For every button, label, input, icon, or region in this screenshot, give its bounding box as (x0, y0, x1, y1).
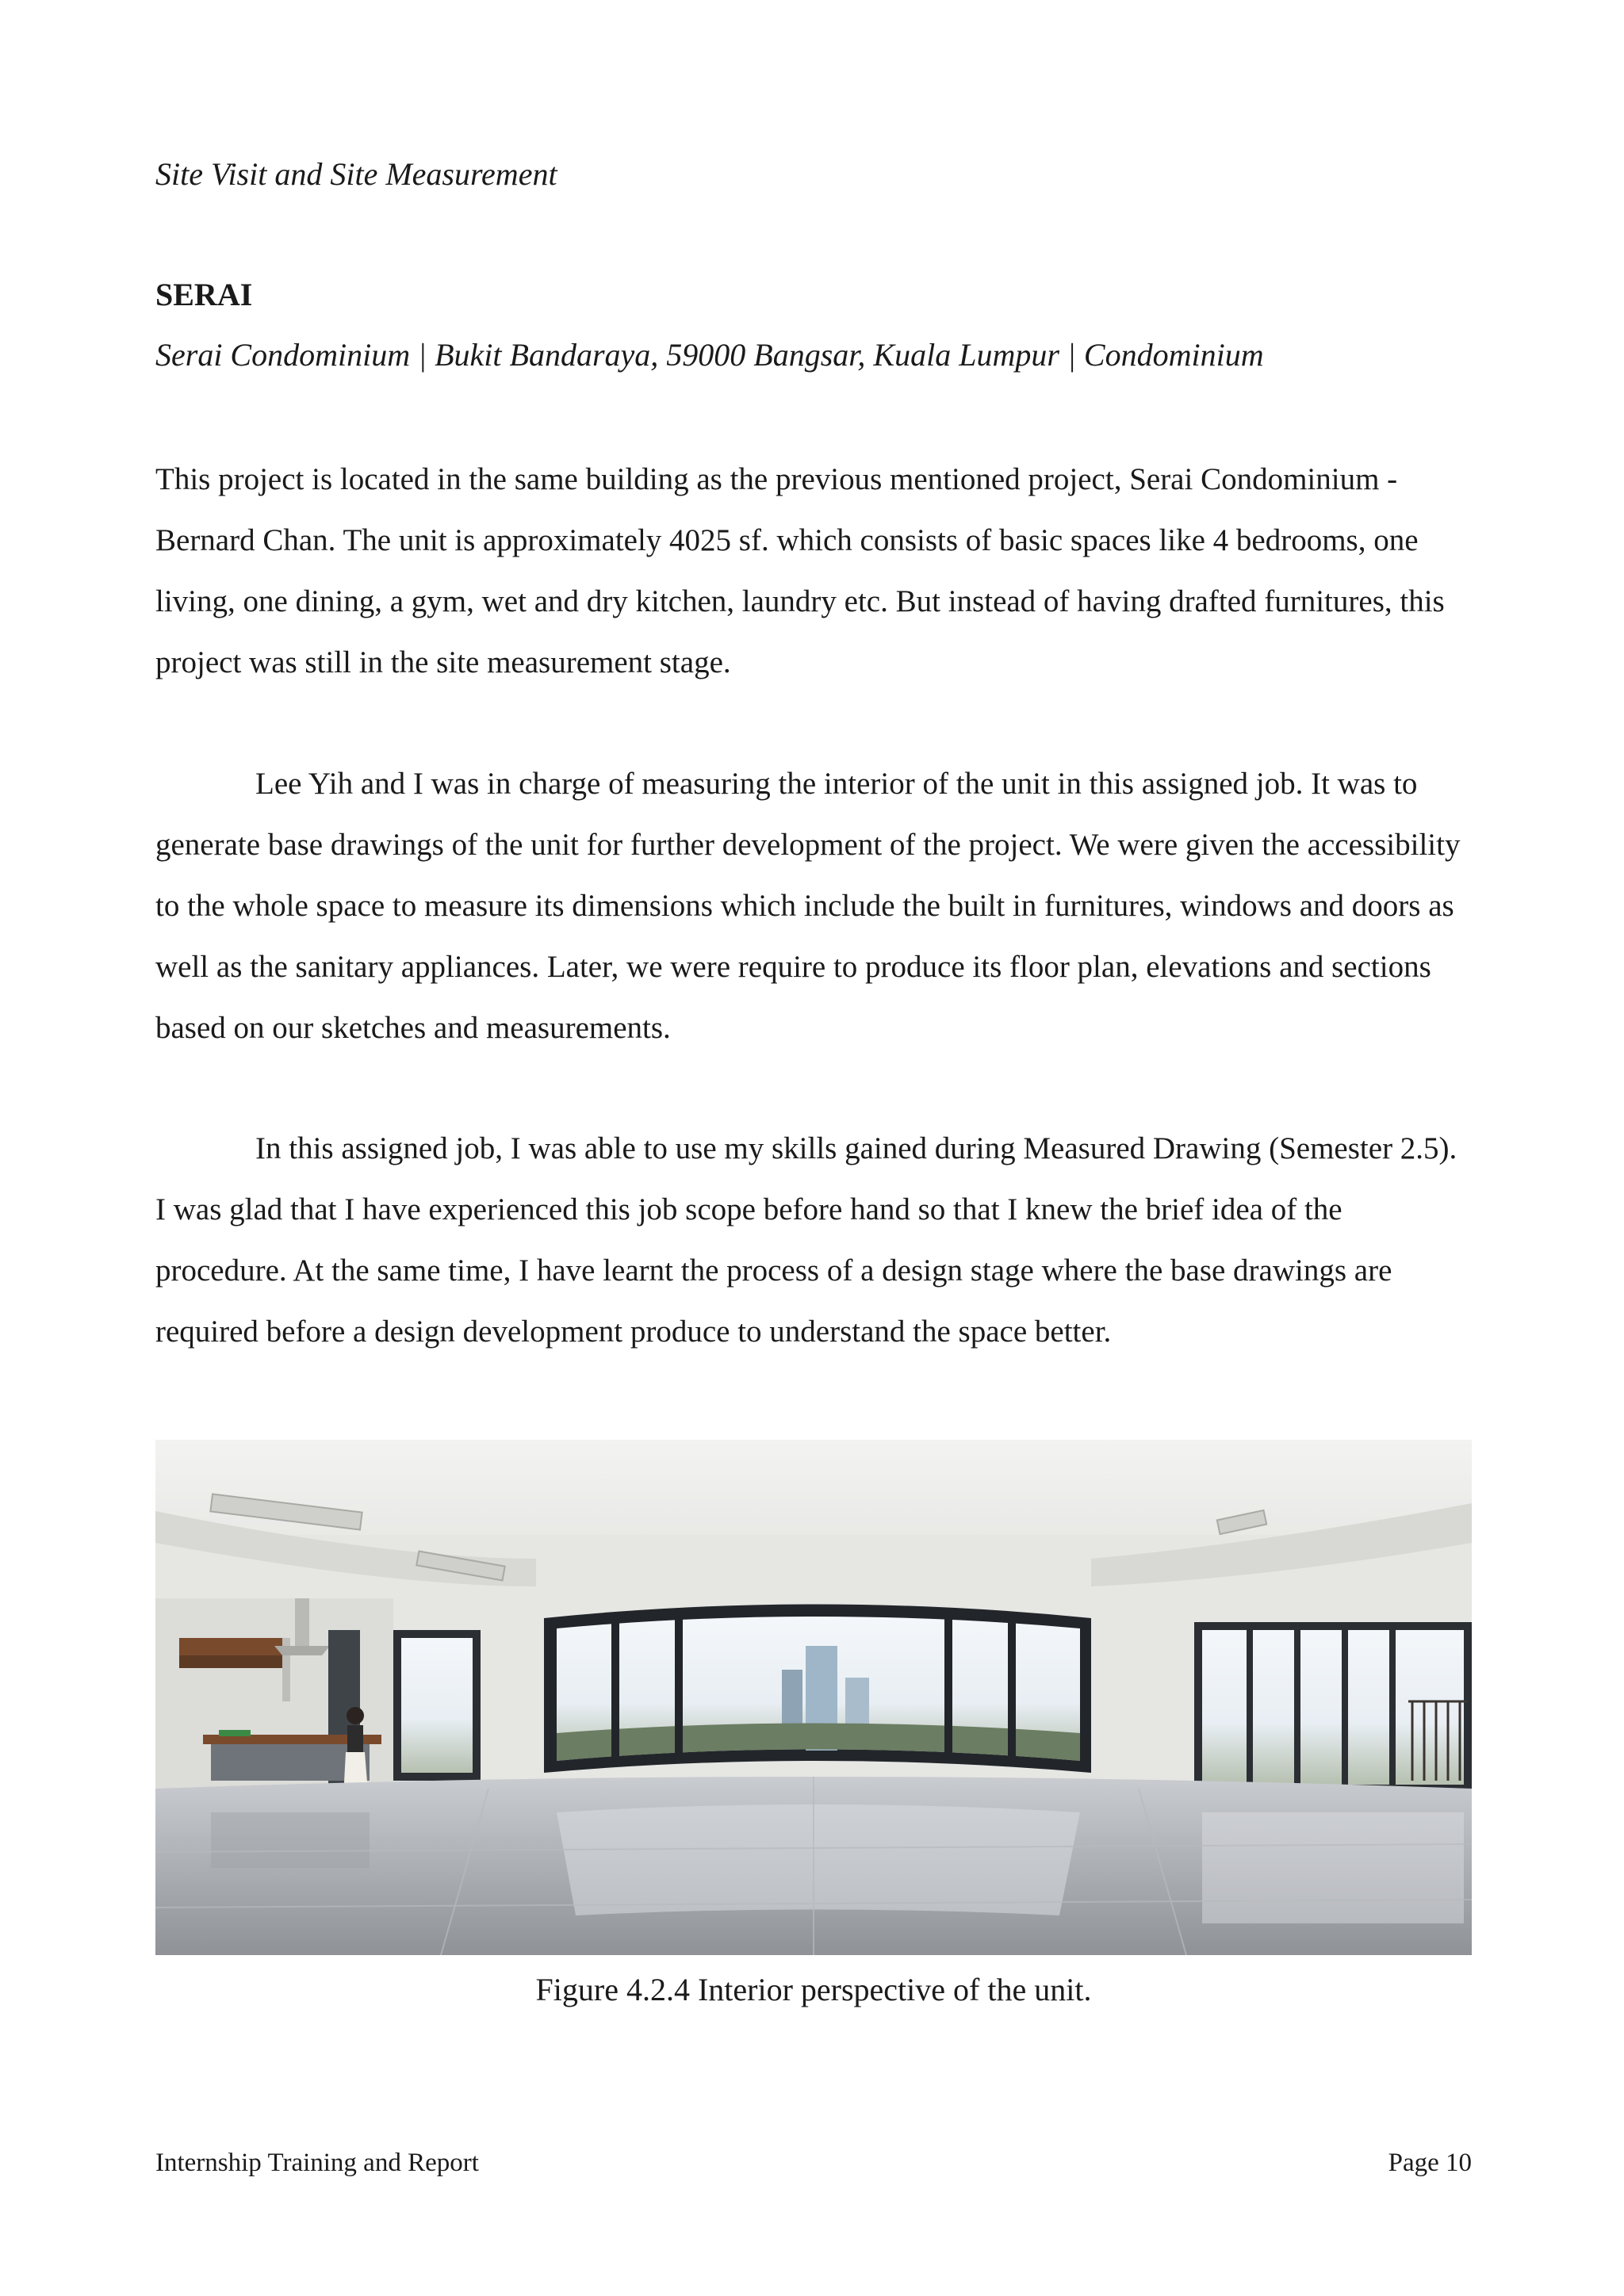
project-name: SERAI (155, 277, 253, 312)
project-subtitle: Serai Condominium | Bukit Bandaraya, 59000 Bangsar, Kuala Lumpur | Condominium (155, 337, 1264, 373)
paragraph-3: In this assigned job, I was able to use my skills gained during Measured Drawing (Semester 2.5). I was glad that I have experienced this job scope before hand so that I knew the brief idea of the procedure. At the same time, I have learnt the process of a design stage where the base drawings are required before a design development produce to understand the space better. (155, 1131, 1457, 1349)
page-number: Page 10 (1388, 2149, 1472, 2177)
interior-photo (155, 1440, 1472, 1955)
paragraph-1: This project is located in the same building as the previous mentioned project, Serai Condominium - Bernard Chan. The unit is approximately 4025 sf. which consists of basic spaces like 4 bedrooms, one living, one dining, a gym, wet and dry kitchen, laundry etc. But instead of having drafted furnitures, this project was still in the site measurement stage. (155, 462, 1445, 679)
paragraph-2: Lee Yih and I was in charge of measuring the interior of the unit in this assigned job. It was to generate base drawings of the unit for further development of the project. We were given the accessibility to the whole space to measure its dimensions which include the built in furnitures, windows and doors as well as the sanitary appliances. Later, we were require to produce its floor plan, elevations and sections based on our sketches and measurements. (155, 767, 1461, 1045)
figure-caption: Figure 4.2.4 Interior perspective of the unit. (535, 1972, 1092, 2007)
section-title: Site Visit and Site Measurement (155, 156, 557, 192)
footer-title: Internship Training and Report (155, 2149, 479, 2177)
